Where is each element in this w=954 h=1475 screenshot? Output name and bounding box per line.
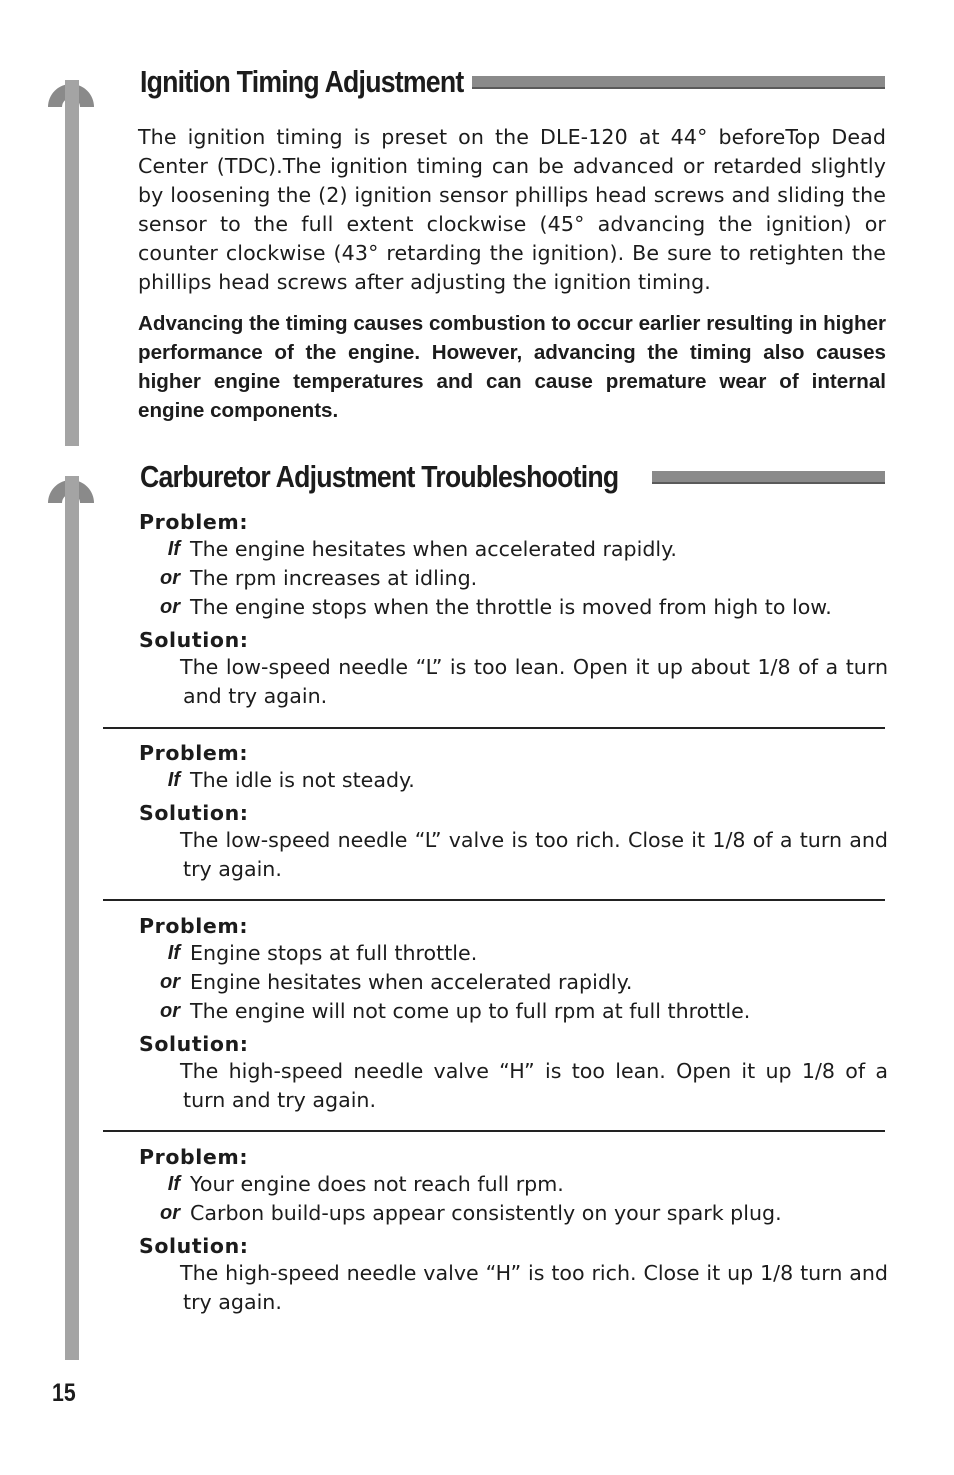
condition-text: Engine hesitates when accelerated rapidly.	[190, 970, 633, 994]
page-number: 15	[52, 1379, 76, 1407]
condition-keyword: If	[167, 1173, 180, 1195]
condition-keyword: or	[160, 1202, 180, 1224]
ignition-warning: Advancing the timing causes combustion to occur earlier resulting in higher performance of the engine. However, advancing the timing also causes higher engine temperatures and can cause premature wear of internal engine components.	[138, 312, 886, 422]
ignition-heading	[140, 64, 885, 100]
section-hook-icon	[42, 453, 100, 511]
condition-text: Your engine does not reach full rpm.	[190, 1172, 564, 1196]
divider	[103, 899, 885, 901]
ignition-body	[138, 123, 886, 297]
condition-text: Engine stops at full throttle.	[190, 941, 478, 965]
condition-keyword: or	[160, 567, 180, 589]
heading-rule	[652, 471, 885, 484]
solution-label: Solution:	[139, 801, 249, 825]
problem-label: Problem:	[139, 510, 249, 534]
condition-line	[144, 997, 888, 1026]
carburetor-title: Carburetor Adjustment Troubleshooting	[140, 459, 619, 494]
problem-label: Problem:	[139, 914, 249, 938]
condition-keyword: or	[160, 596, 180, 618]
problem-block	[100, 740, 888, 884]
solution-text: The low-speed needle “L” is too lean. Open it up about 1/8 of a turn and try again.	[180, 655, 888, 708]
problem-block	[100, 913, 888, 1115]
solution-text: The low-speed needle “L” valve is too rich. Close it 1/8 of a turn and try again.	[180, 828, 888, 881]
condition-keyword: If	[167, 942, 180, 964]
condition-line	[144, 535, 888, 564]
condition-line	[144, 766, 888, 795]
ignition-title: Ignition Timing Adjustment	[140, 64, 464, 99]
condition-text: The engine stops when the throttle is moved from high to low.	[190, 595, 832, 619]
solution-text: The high-speed needle valve “H” is too rich. Close it up 1/8 turn and try again.	[180, 1261, 888, 1314]
heading-rule	[472, 76, 885, 89]
condition-keyword: or	[160, 971, 180, 993]
section-hook-icon	[42, 57, 100, 115]
problem-label: Problem:	[139, 741, 249, 765]
condition-keyword: If	[167, 538, 180, 560]
condition-keyword: If	[167, 769, 180, 791]
problem-block	[100, 509, 888, 711]
condition-text: The engine hesitates when accelerated rapidly.	[190, 537, 677, 561]
section-rail	[65, 476, 79, 1360]
section-rail	[65, 80, 79, 446]
condition-text: The engine will not come up to full rpm at full throttle.	[190, 999, 751, 1023]
condition-line	[144, 968, 888, 997]
condition-text: The rpm increases at idling.	[190, 566, 478, 590]
condition-line	[144, 1199, 888, 1228]
condition-line	[144, 939, 888, 968]
solution-label: Solution:	[139, 1032, 249, 1056]
problem-label: Problem:	[139, 1145, 249, 1169]
condition-text: Carbon build-ups appear consistently on your spark plug.	[190, 1201, 782, 1225]
condition-keyword: or	[160, 1000, 180, 1022]
ignition-paragraph: The ignition timing is preset on the DLE-120 at 44° beforeTop Dead Center (TDC).The ignition timing can be advanced or retarded slightly by loosening the (2) ignition sensor phillips head screws and sliding the sensor to the full extent clockwise (45° advancing the ignition) or counter clockwise (43° retarding the ignition). Be sure to retighten the phillips head screws after adjusting the ignition timing.	[138, 125, 886, 294]
divider	[103, 727, 885, 729]
condition-line	[144, 593, 888, 622]
solution-text: The high-speed needle valve “H” is too lean. Open it up 1/8 of a turn and try again.	[180, 1059, 888, 1112]
condition-text: The idle is not steady.	[190, 768, 415, 792]
condition-line	[144, 564, 888, 593]
solution-label: Solution:	[139, 628, 249, 652]
problem-block	[100, 1144, 888, 1317]
carburetor-heading	[140, 459, 885, 495]
divider	[103, 1130, 885, 1132]
solution-label: Solution:	[139, 1234, 249, 1258]
condition-line	[144, 1170, 888, 1199]
